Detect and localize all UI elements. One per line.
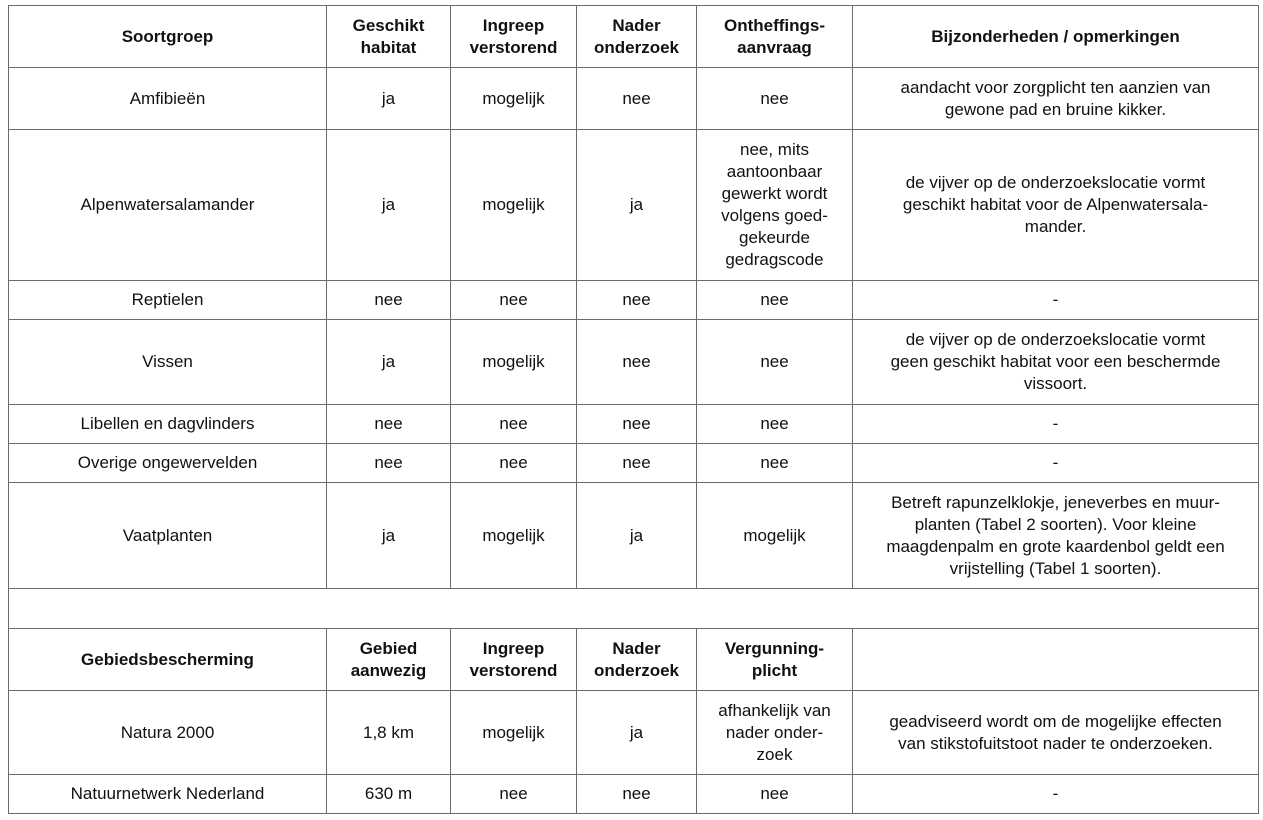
header-ontheffingsaanvraag-line: Ontheffings- [723,15,826,35]
header-geschikt-habitat-line: Geschikt [352,15,425,35]
habitat-cell-line: ja [381,525,396,545]
ontheffing-cell [697,130,853,281]
ontheffing-cell-line: gewerkt wordt [721,184,828,203]
remark-cell-line: maagdenpalm en grote kaardenbol geldt een [886,536,1225,556]
ingreep-cell [451,775,577,814]
habitat-cell-line: ja [381,195,396,214]
remark-cell-line: - [1052,414,1059,433]
soortgroep-cell [9,320,327,405]
ontheffing-cell-line: nee [760,290,789,309]
habitat-cell [327,68,451,130]
header-ontheffingsaanvraag [697,6,853,68]
ingreep-cell [451,281,577,320]
nader-cell [577,281,697,320]
ingreep-cell [451,130,577,281]
header-gebied-aanwezig-line: Gebied [359,638,418,658]
header-area-ingreep-line: verstorend [469,660,558,680]
soortgroep-cell-line: Vaatplanten [122,525,213,545]
afstand-cell [327,691,451,775]
vergunning-cell-line: afhankelijk van [718,700,831,720]
soortgroep-cell [9,405,327,444]
nader-cell [577,130,697,281]
soortgroep-cell-line: Overige ongewervelden [77,453,258,472]
afstand-cell [327,775,451,814]
ontheffing-cell-line: gedragscode [725,250,824,269]
vergunning-cell-line: zoek [756,744,793,764]
vergunning-cell-line: nee [760,784,789,803]
area-header-row [9,629,1259,691]
nader-cell [577,68,697,130]
remark-cell-line: vissoort. [1023,374,1088,393]
remark-cell-line: de vijver op de onderzoekslocatie vormt [905,330,1206,349]
gebied-cell [9,691,327,775]
nader-cell [577,444,697,483]
header-ingreep-verstorend-line: verstorend [469,37,558,57]
nader-cell-line: nee [622,784,651,803]
gebied-cell-line: Natura 2000 [120,722,215,742]
nader-cell [577,405,697,444]
soortgroep-cell [9,483,327,589]
area-row [9,691,1259,775]
ontheffing-cell [697,68,853,130]
ontheffing-cell [697,281,853,320]
habitat-cell-line: nee [374,414,403,433]
header-gebiedsbescherming [9,629,327,691]
habitat-cell [327,320,451,405]
afstand-cell-line: 630 m [364,784,413,803]
remark-cell [853,130,1259,281]
nader-cell [577,691,697,775]
remark-cell-line: - [1052,290,1059,309]
gebied-cell-line: Natuurnetwerk Nederland [70,784,265,803]
remark-cell-line: geen geschikt habitat voor een beschermde [890,352,1221,371]
header-ingreep-verstorend-line: Ingreep [482,15,545,35]
header-ontheffingsaanvraag-line: aanvraag [737,37,812,57]
nader-cell-line: nee [622,290,651,309]
species-row [9,405,1259,444]
remark-cell [853,775,1259,814]
habitat-cell [327,281,451,320]
header-area-empty [853,629,1259,691]
species-row [9,483,1259,589]
ingreep-cell [451,320,577,405]
ontheffing-cell [697,483,853,589]
ontheffing-cell-line: gekeurde [739,228,810,247]
nader-cell [577,775,697,814]
habitat-cell-line: nee [374,453,403,472]
soortgroep-cell-line: Amfibieën [129,88,206,108]
header-gebied-aanwezig-line: aanwezig [350,660,427,680]
remark-cell-line: aandacht voor zorgplicht ten aanzien van [900,77,1211,97]
ingreep-cell-line: mogelijk [482,525,545,545]
header-geschikt-habitat [327,6,451,68]
nader-cell-line: ja [629,722,644,742]
ontheffing-cell-line: nee [760,453,789,472]
soortgroep-cell-line: Libellen en dagvlinders [80,414,255,433]
ontheffing-cell-line: nee, mits [740,140,809,159]
habitat-cell [327,483,451,589]
ingreep-cell [451,68,577,130]
nader-cell-line: ja [629,195,644,214]
remark-cell-line: mander. [1024,217,1087,236]
afstand-cell-line: 1,8 km [362,722,415,742]
header-soortgroep [9,6,327,68]
species-row [9,130,1259,281]
ontheffing-cell [697,405,853,444]
spacer-cell [9,589,1259,629]
header-geschikt-habitat-line: habitat [360,37,417,57]
species-row [9,281,1259,320]
header-nader-onderzoek-line: Nader [612,15,661,35]
soortgroep-cell-line: Reptielen [131,290,204,309]
header-vergunningplicht-line: Vergunning- [724,638,825,658]
soortgroep-cell [9,444,327,483]
ontheffing-cell-line: volgens goed- [721,206,828,225]
habitat-cell-line: ja [381,352,396,371]
header-bijzonderheden [853,6,1259,68]
remark-cell-line: - [1052,784,1059,803]
ingreep-cell-line: mogelijk [482,722,545,742]
header-vergunningplicht [697,629,853,691]
habitat-cell [327,405,451,444]
species-row [9,68,1259,130]
header-soortgroep-line: Soortgroep [121,26,214,46]
header-area-ingreep-line: Ingreep [482,638,545,658]
gebied-cell [9,775,327,814]
remark-cell [853,405,1259,444]
ingreep-cell-line: nee [499,414,528,433]
header-area-ingreep [451,629,577,691]
header-gebiedsbescherming-line: Gebiedsbescherming [81,649,254,669]
remark-cell-line: Betreft rapunzelklokje, jeneverbes en muur- [891,492,1220,512]
ingreep-cell [451,444,577,483]
remark-cell [853,281,1259,320]
species-header-row [9,6,1259,68]
ontheffing-cell-line: mogelijk [743,525,806,545]
remark-cell-line: - [1052,453,1059,472]
header-ingreep-verstorend [451,6,577,68]
area-row [9,775,1259,814]
remark-cell-line: geadviseerd wordt om de mogelijke effecten [889,711,1222,731]
ontheffing-cell-line: nee [760,352,789,371]
ingreep-cell-line: mogelijk [482,352,545,371]
soortgroep-cell [9,281,327,320]
species-table [8,5,1259,814]
header-bijzonderheden-line: Bijzonderheden / opmerkingen [931,26,1180,46]
remark-cell-line: vrijstelling (Tabel 1 soorten). [949,558,1162,578]
header-area-nader [577,629,697,691]
header-nader-onderzoek [577,6,697,68]
ontheffing-cell [697,444,853,483]
remark-cell-line: geschikt habitat voor de Alpenwatersala- [902,195,1209,214]
nader-cell-line: ja [629,525,644,545]
vergunning-cell [697,775,853,814]
remark-cell-line: de vijver op de onderzoekslocatie vormt [905,173,1206,192]
soortgroep-cell [9,68,327,130]
nader-cell [577,320,697,405]
ontheffing-cell-line: nee [760,414,789,433]
soortgroep-cell [9,130,327,281]
remark-cell [853,320,1259,405]
habitat-cell-line: ja [381,88,396,108]
vergunning-cell-line: nader onder- [725,722,824,742]
header-vergunningplicht-line: plicht [751,660,798,680]
ingreep-cell [451,691,577,775]
species-row [9,444,1259,483]
remark-cell-line: gewone pad en bruine kikker. [944,99,1167,119]
ingreep-cell [451,405,577,444]
habitat-cell-line: nee [374,290,403,309]
nader-cell-line: nee [622,352,651,371]
ingreep-cell-line: nee [499,290,528,309]
remark-cell [853,444,1259,483]
remark-cell-line: van stikstofuitstoot nader te onderzoeken. [898,733,1213,753]
ingreep-cell [451,483,577,589]
ingreep-cell-line: nee [499,784,528,803]
ontheffing-cell-line: aantoonbaar [726,162,823,181]
habitat-cell [327,444,451,483]
remark-cell-line: planten (Tabel 2 soorten). Voor kleine [914,514,1197,534]
header-area-nader-line: onderzoek [593,660,680,680]
ontheffing-cell-line: nee [760,88,789,108]
nader-cell-line: nee [622,88,651,108]
remark-cell [853,483,1259,589]
remark-cell [853,691,1259,775]
nader-cell [577,483,697,589]
ingreep-cell-line: mogelijk [482,195,545,214]
nader-cell-line: nee [622,414,651,433]
header-gebied-aanwezig [327,629,451,691]
habitat-cell [327,130,451,281]
vergunning-cell [697,691,853,775]
header-area-nader-line: Nader [612,638,661,658]
nader-cell-line: nee [622,453,651,472]
ontheffing-cell [697,320,853,405]
ingreep-cell-line: mogelijk [482,88,545,108]
spacer-row [9,589,1259,629]
soortgroep-cell-line: Alpenwatersalamander [80,195,255,214]
soortgroep-cell-line: Vissen [142,352,193,371]
remark-cell [853,68,1259,130]
header-nader-onderzoek-line: onderzoek [593,37,680,57]
species-row [9,320,1259,405]
ingreep-cell-line: nee [499,453,528,472]
